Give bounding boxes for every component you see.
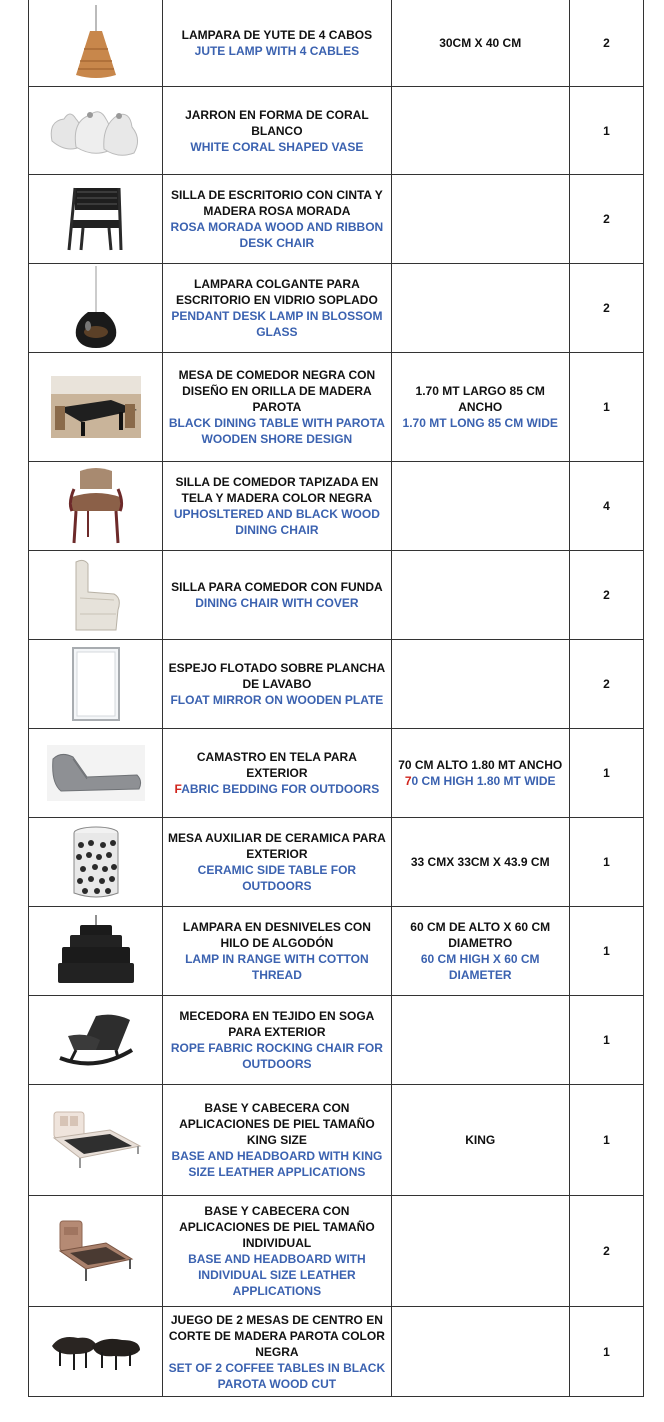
description-es: LAMPARA DE YUTE DE 4 CABOS [181,27,373,42]
table-row [29,818,644,907]
item-description [163,640,391,729]
description-es: LAMPARA COLGANTE PARA ESCRITORIO EN VIDRIO SOPLADO [175,277,378,307]
dimensions-es: 60 CM DE ALTO X 60 CM DIAMETRO [410,920,551,950]
description-en: JUTE LAMP WITH 4 CABLES [194,43,360,58]
item-image-cell [29,1085,163,1196]
dimensions-en: 1.70 MT LONG 85 CM WIDE [402,416,558,430]
table-row [29,551,644,640]
item-dimensions [391,0,569,87]
item-image-cell [29,1196,163,1307]
item-description [163,1307,391,1397]
item-quantity: 1 [569,729,643,818]
inventory-table [28,0,644,1397]
desk-chair-icon [61,184,131,254]
description-es: SILLA PARA COMEDOR CON FUNDA [171,580,383,594]
single-bed-icon [56,1219,136,1283]
description-es: MESA DE COMEDOR NEGRA CON DISEÑO EN ORILLA DE MADERA PAROTA [178,368,376,414]
lounger-icon [47,745,145,801]
description-es: BASE Y CABECERA CON APLICACIONES DE PIEL TAMAÑO INDIVIDUAL [179,1204,375,1250]
table-row [29,175,644,264]
table-row [29,1307,644,1397]
item-description [163,1085,391,1196]
item-image-cell [29,640,163,729]
description-en-rest: ABRIC BEDDING FOR OUTDOORS [181,782,380,796]
description-es: JUEGO DE 2 MESAS DE CENTRO EN CORTE DE MADERA PAROTA COLOR NEGRA [168,1312,385,1359]
tiered-lamp-icon [56,915,136,987]
item-image-cell [29,1307,163,1397]
covered-chair-icon [66,558,126,632]
item-dimensions [391,175,569,264]
dimensions-es: 1.70 MT LARGO 85 CM ANCHO [415,384,545,414]
table-row [29,462,644,551]
item-description [163,353,391,462]
description-en: ROPE FABRIC ROCKING CHAIR FOR OUTDOORS [170,1041,383,1071]
item-dimensions [391,818,569,907]
table-row [29,996,644,1085]
item-description [163,175,391,264]
item-dimensions [391,264,569,353]
item-quantity: 2 [569,175,643,264]
table-row [29,907,644,996]
table-row [29,0,644,87]
description-es: SILLA DE COMEDOR TAPIZADA EN TELA Y MADERA COLOR NEGRA [175,475,379,505]
item-quantity: 2 [569,264,643,353]
item-image-cell [29,729,163,818]
mirror-icon [71,646,121,722]
description-es: CAMASTRO EN TELA PARA EXTERIOR [196,750,357,780]
dimensions-es: 70 CM ALTO 1.80 MT ANCHO [398,758,563,772]
dimensions-en-first-digit: 7 [404,774,412,788]
description-en-first-letter: F [174,782,182,796]
description-en: WHITE CORAL SHAPED VASE [190,139,364,154]
upholstered-chair-icon [66,467,126,545]
description-en: ROSA MORADA WOOD AND RIBBON DESK CHAIR [170,220,384,250]
item-image-cell [29,87,163,175]
item-dimensions [391,87,569,175]
item-quantity: 1 [569,87,643,175]
description-en: DINING CHAIR WITH COVER [195,596,359,610]
item-image-cell [29,353,163,462]
side-table-icon [71,825,121,899]
description-en [167,781,386,797]
item-description [163,1196,391,1307]
item-dimensions [391,353,569,462]
description-es: LAMPARA EN DESNIVELES CON HILO DE ALGODÓN [182,920,371,950]
coffee-tables-icon [50,1332,142,1372]
description-en: LAMP IN RANGE WITH COTTON THREAD [185,952,369,982]
dimensions-es: 30CM X 40 CM [439,35,522,50]
item-quantity: 1 [569,818,643,907]
rocking-chair-icon [56,1010,136,1070]
pendant-lamp-icon [66,266,126,350]
item-image-cell [29,264,163,353]
item-dimensions [391,1307,569,1397]
item-description [163,264,391,353]
item-image-cell [29,907,163,996]
jute-lamp-icon [66,5,126,81]
table-row [29,1196,644,1307]
table-row [29,1085,644,1196]
item-dimensions [391,462,569,551]
item-quantity: 2 [569,551,643,640]
item-dimensions [391,1196,569,1307]
item-image-cell [29,462,163,551]
item-quantity: 2 [569,0,643,87]
item-quantity: 1 [569,353,643,462]
item-quantity: 1 [569,1307,643,1397]
item-description [163,996,391,1085]
dimensions-es: KING [465,1133,496,1147]
coral-vase-icon [46,101,146,161]
description-en: BLACK DINING TABLE WITH PAROTA WOODEN SHORE DESIGN [168,416,385,446]
item-description [163,551,391,640]
description-en: PENDANT DESK LAMP IN BLOSSOM GLASS [171,309,383,339]
dimensions-en [396,773,565,789]
item-quantity: 1 [569,1085,643,1196]
item-image-cell [29,996,163,1085]
description-es: SILLA DE ESCRITORIO CON CINTA Y MADERA ROSA MORADA [170,188,383,218]
item-quantity: 4 [569,462,643,551]
table-row [29,87,644,175]
king-bed-icon [50,1110,142,1170]
item-dimensions [391,1085,569,1196]
item-dimensions [391,729,569,818]
item-quantity: 2 [569,640,643,729]
item-description [163,818,391,907]
description-es: MESA AUXILIAR DE CERAMICA PARA EXTERIOR [167,831,386,861]
dimensions-en-rest: 0 CM HIGH 1.80 MT WIDE [411,774,556,788]
item-description [163,0,391,87]
description-en: FLOAT MIRROR ON WOODEN PLATE [170,693,384,707]
description-es: JARRON EN FORMA DE CORAL BLANCO [185,107,369,138]
description-en: UPHOSLTERED AND BLACK WOOD DINING CHAIR [173,507,380,537]
table-row [29,264,644,353]
description-en: CERAMIC SIDE TABLE FOR OUTDOORS [197,863,357,893]
item-image-cell [29,818,163,907]
description-en: SET OF 2 COFFEE TABLES IN BLACK PAROTA WOOD CUT [168,1360,386,1391]
item-dimensions [391,996,569,1085]
item-description [163,462,391,551]
item-quantity: 1 [569,996,643,1085]
table-row [29,353,644,462]
dimensions-es: 33 CMX 33CM X 43.9 CM [410,855,550,869]
table-row [29,729,644,818]
item-quantity: 1 [569,907,643,996]
item-image-cell [29,0,163,87]
item-dimensions [391,640,569,729]
item-image-cell [29,175,163,264]
item-description [163,87,391,175]
description-es: BASE Y CABECERA CON APLICACIONES DE PIEL TAMAÑO KING SIZE [179,1101,375,1147]
description-en: BASE AND HEADBOARD WITH KING SIZE LEATHER APPLICATIONS [171,1149,383,1179]
item-dimensions [391,551,569,640]
item-dimensions [391,907,569,996]
description-es: MECEDORA EN TEJIDO EN SOGA PARA EXTERIOR [179,1009,375,1039]
item-quantity: 2 [569,1196,643,1307]
dimensions-en: 60 CM HIGH X 60 CM DIAMETER [420,952,540,982]
item-description [163,729,391,818]
item-image-cell [29,551,163,640]
item-description [163,907,391,996]
dining-table-icon [51,376,141,438]
table-row [29,640,644,729]
description-en: BASE AND HEADBOARD WITH INDIVIDUAL SIZE LEATHER APPLICATIONS [188,1252,366,1298]
description-es: ESPEJO FLOTADO SOBRE PLANCHA DE LAVABO [168,661,386,691]
